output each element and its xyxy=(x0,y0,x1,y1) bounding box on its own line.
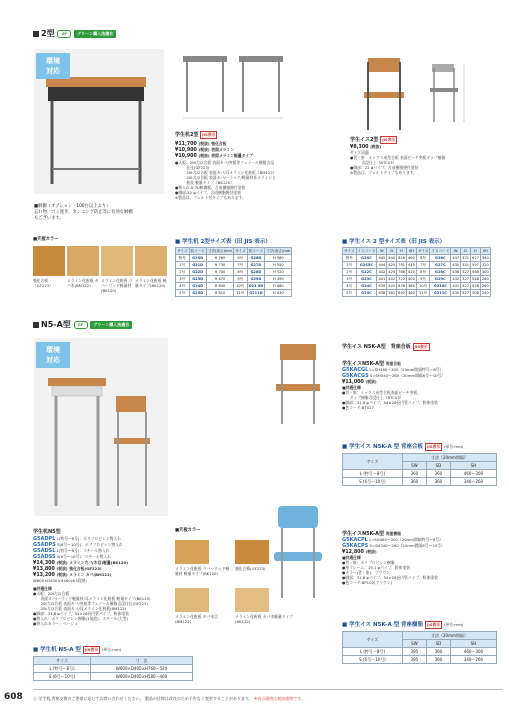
chair2-spec: サイズ同適 ●背・座：ミックス成型合板 表面ビーチ突板ダップ樹脂 含浸仕上（BTC03） ●脚部：22 φパイプ、合成樹脂焼付塗装 ※製品は、フェルトタイプもあります。 xyxy=(350,150,446,175)
table-cell: G23C xyxy=(356,276,377,283)
wood-chair-illustration xyxy=(258,338,338,426)
desk2-spec: ●天板：20t力/2合板 表面カバ/突板等フェノール樹脂含浸 仕仕(GF223) 20t力/2合板 表面カバ/耳メラミン化粧板（BM122） 20t力/2合板 表面カバ/ーラック/軽量材耳メラミンと 桂枝 軽量タイプ（BK120） ●物入れ:0.7t/軟鋼板、合成樹脂焼付塗装 ●脚部:22 φパイプ、合成樹脂焼付塗装 ※製品は、フェルト付タイプもあります。 xyxy=(175,160,277,200)
jis-badge: JIS表示 xyxy=(382,137,396,142)
table-cell: 10号 xyxy=(234,283,248,290)
color-swatch xyxy=(101,246,133,276)
table-cell: 652 xyxy=(398,291,406,295)
table-row xyxy=(176,290,292,297)
table-cell: 528 xyxy=(472,284,479,288)
square-icon xyxy=(33,31,39,37)
table-cell: 401 xyxy=(388,284,396,288)
price-line: ¥14,300 (税抜) メラミン力バ(木目)軽量(BK120) xyxy=(33,560,128,566)
chair2-diagram xyxy=(420,58,490,128)
n5k-chair1-info: 学生イスN5K-A型 背座合板 G5KACGL L=SH460〜300（20mm間隔特号〜8号） G5KACGS S=SH340〜260（20mm間隔6号〜10号） ¥11,000 (税抜) ■共通仕様 ●背・座：ミックス成型合板表面ビーチ突板、 ダップ樹脂含浸仕上（BTC03） ●脚部：31.8 φパイプ、54×28長円管パイプ、粉体塗装 ●色コード:BT027 xyxy=(342,361,446,410)
table-cell: G27C xyxy=(430,262,451,269)
env-label: 環境 対応 xyxy=(36,53,70,79)
table-row: L (特号〜8号) 395 360 460〜300 xyxy=(343,648,497,656)
table-cell: 300 xyxy=(481,270,489,274)
n5-desk-size-table: サイズ 寸 法 L (特号〜8号) W600×D400×H760〜520 S (6号〜10号) W600×D400×H580〜460 xyxy=(33,656,193,681)
green-badge: グリーン購入法適合 xyxy=(74,30,116,38)
n5k-chair2-info: 学生イスN5K-A型 背座樹脂 G5KACPL L=SH460〜300（20mm間隔特号〜8号） G5KACPS S=SH340〜260（20mm間隔6号〜10号） ¥12,800 (税抜) ■共通仕様 ●背・座：ポリプロピレン樹脂 ●座フレーム：19.1 φパイプ、粉体塗装 ●カラー(背・座)：ブラウン ●脚部：31.8 φパイプ、54×28長円管パイプ、粉体塗装 ●色コード:BP102(ブラウン) xyxy=(342,531,445,585)
table-header-cell: 机コード xyxy=(248,248,264,253)
table-row: L (特号〜8号) W600×D400×H760〜520 xyxy=(34,665,193,673)
table-row xyxy=(176,262,292,269)
color-swatch xyxy=(67,246,99,276)
table-cell: G21D xyxy=(189,262,206,269)
table-cell: 381 xyxy=(388,291,396,295)
table-cell: H 610 xyxy=(206,290,233,297)
common-spec-title: ■共通仕様 xyxy=(33,586,52,591)
table-cell: G26D xyxy=(247,255,265,262)
top-color-swatches: 強化合板（GF223） メラミン化粧板 カバ木(BM122) メラミン化粧板 ラバーウッド軽量材(BK120) メラミン化粧板 軽量タイプ(BK120) xyxy=(33,246,168,301)
table-cell: 445 xyxy=(408,263,415,267)
gp-logo: GP xyxy=(74,321,88,329)
table-row xyxy=(343,262,491,269)
table-cell: 351 xyxy=(462,263,470,267)
table-cell: G28C xyxy=(430,269,451,276)
n5-desk-size-block: ■ 学生机 N5-A 型 JIS表示 (単位:mm) サイズ 寸 法 L (特号〜8号) W600×D400×H760〜520 S (6号〜10号) W600×D400×H580〜460 xyxy=(33,645,193,681)
table-cell: 442 xyxy=(378,270,386,274)
table-cell: G29D xyxy=(247,276,265,283)
table-cell: 5号 xyxy=(176,290,190,297)
table-cell: 430 xyxy=(452,291,460,295)
table-cell: G24C xyxy=(356,283,377,290)
chair2-photo xyxy=(350,52,420,132)
table-cell: H 430 xyxy=(265,290,292,297)
table-cell: 425 xyxy=(388,263,396,267)
table-cell: 445 xyxy=(378,256,386,260)
n5-model-line: G5ADSL L(特号〜8号)：スチール物入れ xyxy=(33,548,110,554)
table-cell: 327 xyxy=(462,284,470,288)
table-cell: 特号 xyxy=(343,255,357,262)
price-line: ¥13,200 (税抜) メラミン カバ(BM122) xyxy=(33,572,112,578)
table-cell: 9号 xyxy=(416,276,430,283)
table-cell: 438 xyxy=(378,291,386,295)
desk2-size-table xyxy=(175,247,292,297)
table-cell: H 730 xyxy=(206,262,233,269)
price-line: ¥11,700 (税抜) 強化合板 xyxy=(175,141,227,147)
desk2-info xyxy=(175,131,325,200)
table-cell: H 520 xyxy=(265,269,292,276)
table-cell: G22C xyxy=(356,269,377,276)
table-header-cell: SH xyxy=(480,248,490,255)
table-cell: 435 xyxy=(452,263,460,267)
table-cell: 特号 xyxy=(176,255,190,262)
table-cell: 436 xyxy=(452,270,460,274)
table-row xyxy=(176,269,292,276)
n5-desk-size-title: ■ 学生机 N5-A 型 xyxy=(33,647,81,653)
table-cell: H 700 xyxy=(206,269,233,276)
table-header-cell: サイズ xyxy=(177,248,188,253)
table-row xyxy=(343,283,491,290)
table-cell: G25D xyxy=(189,290,206,297)
table-cell: 3号 xyxy=(176,276,190,283)
table-cell: G2SC xyxy=(356,255,377,262)
table-row xyxy=(176,255,292,262)
color-swatch xyxy=(175,588,209,612)
n5-desk-title: 学生机N5型 xyxy=(33,529,61,535)
table-cell: G29C xyxy=(430,276,451,283)
table-cell: 2号 xyxy=(176,269,190,276)
n5k-chair2-table: サイズ 寸法（20mm間隔） SW SD SH L (特号〜8号) 395 360 460〜300 S (6号〜10号) 395 360 340〜260 xyxy=(342,631,497,664)
table-header-cell: イスコード xyxy=(357,248,376,253)
n5-desk-info xyxy=(33,528,173,626)
table-row xyxy=(343,255,491,262)
table-row xyxy=(343,269,491,276)
table-cell: 722 xyxy=(398,277,406,281)
n5k-resin-chair-photo xyxy=(258,500,338,600)
table-cell: 400 xyxy=(408,277,415,281)
table-cell: H 550 xyxy=(265,262,292,269)
desk2-size-table-block xyxy=(175,237,292,297)
table-cell: 320 xyxy=(481,263,489,267)
price-line: ¥10,900 (税抜) 表面メラミン軽量タイプ xyxy=(175,153,253,159)
table-cell: 439 xyxy=(378,284,386,288)
n5-desk-spec: ●天板：20t力/2合板 表面カバ/ーラック軽量材/耳メラミン化粧板 軽量タイプ(BK120) 20t力/2合板 表面カバ/突板等フェノール樹脂含浸仕仕(GF223) 20t力/2合板 表面カバ/耳メラミン化粧板(BM122) ●脚部：31.8 φパイプ、54×28長円管パイプ、粉体塗装 ●物入れ：ポリプロピレン樹脂(1気泡)、スチール(大型) ●物入れカラー：ベージュ xyxy=(33,591,151,626)
table-cell: 9号 xyxy=(234,276,248,283)
table-cell: 360 xyxy=(408,291,415,295)
table-cell: G26C xyxy=(430,255,451,262)
table-cell: 327 xyxy=(462,291,470,295)
table-cell: 5号 xyxy=(343,290,357,297)
table-header-cell: H xyxy=(397,248,407,255)
n5-top-color-title: ■天板カラー xyxy=(175,528,201,533)
table-cell: 2号 xyxy=(343,269,357,276)
table-cell: 431 xyxy=(452,284,460,288)
table-cell: 7号 xyxy=(416,262,430,269)
n5k-chair1-header: 学生イス N5K-A型 背座合板 JIS表示 xyxy=(342,344,428,350)
jis-badge: JIS表示 xyxy=(202,132,216,137)
green-badge: グリーン購入法適合 xyxy=(90,321,132,329)
table-cell: G22D xyxy=(189,269,206,276)
table-cell: 371 xyxy=(462,256,470,260)
table-cell: 6号 xyxy=(416,255,430,262)
table-cell: 676 xyxy=(398,284,406,288)
desk2-size-table-title: ■ 学生机 2型サイズ表（旧 JIS 表示） xyxy=(175,239,271,245)
table-cell: 1号 xyxy=(343,262,357,269)
table-cell: G21 0D xyxy=(248,284,264,288)
table-cell: 816 xyxy=(398,256,406,260)
table-row: L (特号〜8号) 360 360 460〜300 xyxy=(343,470,497,478)
section1-title: 2型 GP グリーン購入法適合 xyxy=(33,28,116,39)
n5-desk-dims: W600×D400×H460(※3段階) xyxy=(33,578,87,583)
table-cell: 11号 xyxy=(416,290,430,297)
table-cell: G27D xyxy=(247,262,265,269)
env-label: 環境 対応 xyxy=(36,342,70,368)
n5k-chair1-table-block: ■ 学生イス N5K-A 型 背座合板 JIS表示 (単位:mm) サイズ 寸法（20mm間隔） SW SD SH L (特号〜8号) 360 360 460〜300 S (6号〜10号) 360 360 340〜260 xyxy=(342,442,497,486)
table-header-cell: 寸法(高さ)mm xyxy=(207,248,233,253)
table-header-cell: サイズ xyxy=(344,248,355,253)
table-cell: 425 xyxy=(388,270,396,274)
n5-model-line: G5ADPS S(6号〜10号)：ポリプロピレン物入れ xyxy=(33,542,123,548)
table-cell: 508 xyxy=(472,291,479,295)
table-cell: G24D xyxy=(189,283,206,290)
table-cell: 420 xyxy=(408,270,415,274)
chair2-size-table xyxy=(342,247,491,297)
table-cell: 260 xyxy=(481,284,489,288)
table-cell: 1号 xyxy=(176,262,190,269)
table-cell: 548 xyxy=(472,277,479,281)
chair2-size-table-block xyxy=(342,237,491,297)
table-cell: 460 xyxy=(408,256,415,260)
table-cell: H 460 xyxy=(265,283,292,290)
price-line: ¥10,900 (税抜) 表面メラミン xyxy=(175,147,235,153)
table-cell: H 760 xyxy=(206,255,233,262)
n5k-chair1-table: サイズ 寸法（20mm間隔） SW SD SH L (特号〜8号) 360 360 460〜300 S (6号〜10号) 360 360 340〜260 xyxy=(342,453,497,486)
gp-logo: GP xyxy=(57,30,71,38)
table-cell: 444 xyxy=(388,256,396,260)
table-header-cell: 寸法(高さ)mm xyxy=(266,248,291,253)
table-header-cell: サイズ xyxy=(235,248,246,253)
table-cell: 10号 xyxy=(416,283,430,290)
footer-notes: ⓘ 学生机,背座交換のご要望に応じてお問い合わせください。 製品の仕様は改良のため予告なく変更することがあります。 ※表示価格は税抜価格です。 xyxy=(33,696,305,701)
table-header-cell: 机コード xyxy=(190,248,205,253)
table-cell: H 490 xyxy=(265,276,292,283)
table-cell: 8号 xyxy=(234,269,248,276)
n5-top-color-swatches: メラミン化粧板 ラバーウッド軽量材 軽量タイプ(BK120) 強化合板(GF223) メラミン化粧板 カバ木目(BM122) メラミン化粧板 カバ木軽量タイプ(BK122) xyxy=(175,540,295,640)
page-number: 608 xyxy=(4,692,23,702)
table-cell: 444 xyxy=(378,263,386,267)
table-row: S (6号〜10号) W600×D400×H580〜460 xyxy=(34,673,193,681)
chair2-title: 学生イス2型 xyxy=(350,137,379,143)
table-row: S (6号〜10号) 360 360 340〜260 xyxy=(343,478,497,486)
table-cell: 791 xyxy=(398,263,406,267)
n5k-wood-chair-photo xyxy=(258,338,338,426)
blue-chair-illustration xyxy=(258,500,338,600)
table-cell: G2S5C xyxy=(356,262,377,269)
table-cell: 4号 xyxy=(176,283,190,290)
table-cell: G2SD xyxy=(189,255,206,262)
table-cell: G211D xyxy=(247,290,265,297)
chair-dimension-drawing xyxy=(420,58,490,128)
table-cell: 437 xyxy=(452,256,460,260)
table-cell: 402 xyxy=(388,277,396,281)
table-cell: G210C xyxy=(430,283,451,290)
table-cell: 380 xyxy=(408,284,415,288)
table-cell: 240 xyxy=(481,291,489,295)
table-cell: 766 xyxy=(398,270,406,274)
table-cell: H 580 xyxy=(265,255,292,262)
n5k-chair2-table-block: ■ 学生イス N5K-A 型 背座樹脂 JIS表示 (単位:mm) サイズ 寸法（20mm間隔） SW SD SH L (特号〜8号) 395 360 460〜300 S (6号〜10号) 395 360 340〜260 xyxy=(342,620,497,664)
table-row: S (6号〜10号) 395 360 340〜260 xyxy=(343,656,497,664)
info-icon: ⓘ xyxy=(33,696,37,701)
color-swatch xyxy=(135,246,167,276)
table-header-cell: D xyxy=(387,248,397,255)
table-row xyxy=(176,276,292,283)
table-cell: 432 xyxy=(452,277,460,281)
table-cell: H 670 xyxy=(206,276,233,283)
table-cell: G23D xyxy=(189,276,206,283)
table-cell: 11号 xyxy=(234,290,248,297)
table-cell: H 640 xyxy=(206,283,233,290)
table-cell: 597 xyxy=(472,263,479,267)
table-cell: 627 xyxy=(472,256,479,260)
table-cell: 327 xyxy=(462,277,470,281)
table-header-cell: SH xyxy=(407,248,417,255)
table-header-cell: D xyxy=(461,248,471,255)
footer-divider xyxy=(33,689,503,690)
desk-diagram xyxy=(175,42,293,124)
table-cell: 6号 xyxy=(234,255,248,262)
table-cell: 327 xyxy=(462,270,470,274)
table-cell: 280 xyxy=(481,277,489,281)
n5-model-line: G5ADSS S(6号〜10号)：スチール物入れ xyxy=(33,554,112,560)
table-header-cell: H xyxy=(471,248,481,255)
table-row xyxy=(343,276,491,283)
table-cell: 3号 xyxy=(343,276,357,283)
desk-dimension-drawing xyxy=(175,42,293,124)
table-cell: 441 xyxy=(378,277,386,281)
table-header-cell: イスコード xyxy=(431,248,450,253)
table-header-cell: W xyxy=(451,248,461,255)
table-row xyxy=(343,290,491,297)
color-swatch xyxy=(33,246,65,276)
table-header-cell: W xyxy=(377,248,387,255)
square-icon xyxy=(33,322,39,328)
color-swatch xyxy=(175,540,209,564)
table-cell: G25C xyxy=(356,290,377,297)
table-cell: 340 xyxy=(481,256,489,260)
section2-title: N5-A型 GP グリーン購入法適合 xyxy=(33,319,132,330)
table-cell: 8号 xyxy=(416,269,430,276)
top-color-title: ■天板カラー xyxy=(33,237,59,242)
table-cell: 7号 xyxy=(234,262,248,269)
student-chair-illustration xyxy=(350,52,420,132)
n5-model-line: G5ADPL L(特号〜8号)：ポリプロピレン物入れ xyxy=(33,536,122,542)
table-header-cell: サイズ xyxy=(417,248,429,253)
chair2-info xyxy=(350,136,500,175)
price-line: ¥13,800 (税抜) 強化合板(GF223) xyxy=(33,566,102,572)
table-cell: 568 xyxy=(472,270,479,274)
net-shelf-note: ■網棚（オプション・100台以上より） 忘れ物、ゴミ置き、カンニング防止等に有効な網棚 もございます。 xyxy=(34,204,133,222)
table-cell: G28D xyxy=(247,269,265,276)
table-cell: 4号 xyxy=(343,283,357,290)
table-cell: G211C xyxy=(430,290,451,297)
price-line: ¥8,300 (税抜) xyxy=(350,144,382,150)
chair2-size-table-title: ■ 学生イス 2 型サイズ表（旧 JIS 表示） xyxy=(342,239,446,245)
table-row xyxy=(176,283,292,290)
desk2-title: 学生机2型 xyxy=(175,132,199,138)
